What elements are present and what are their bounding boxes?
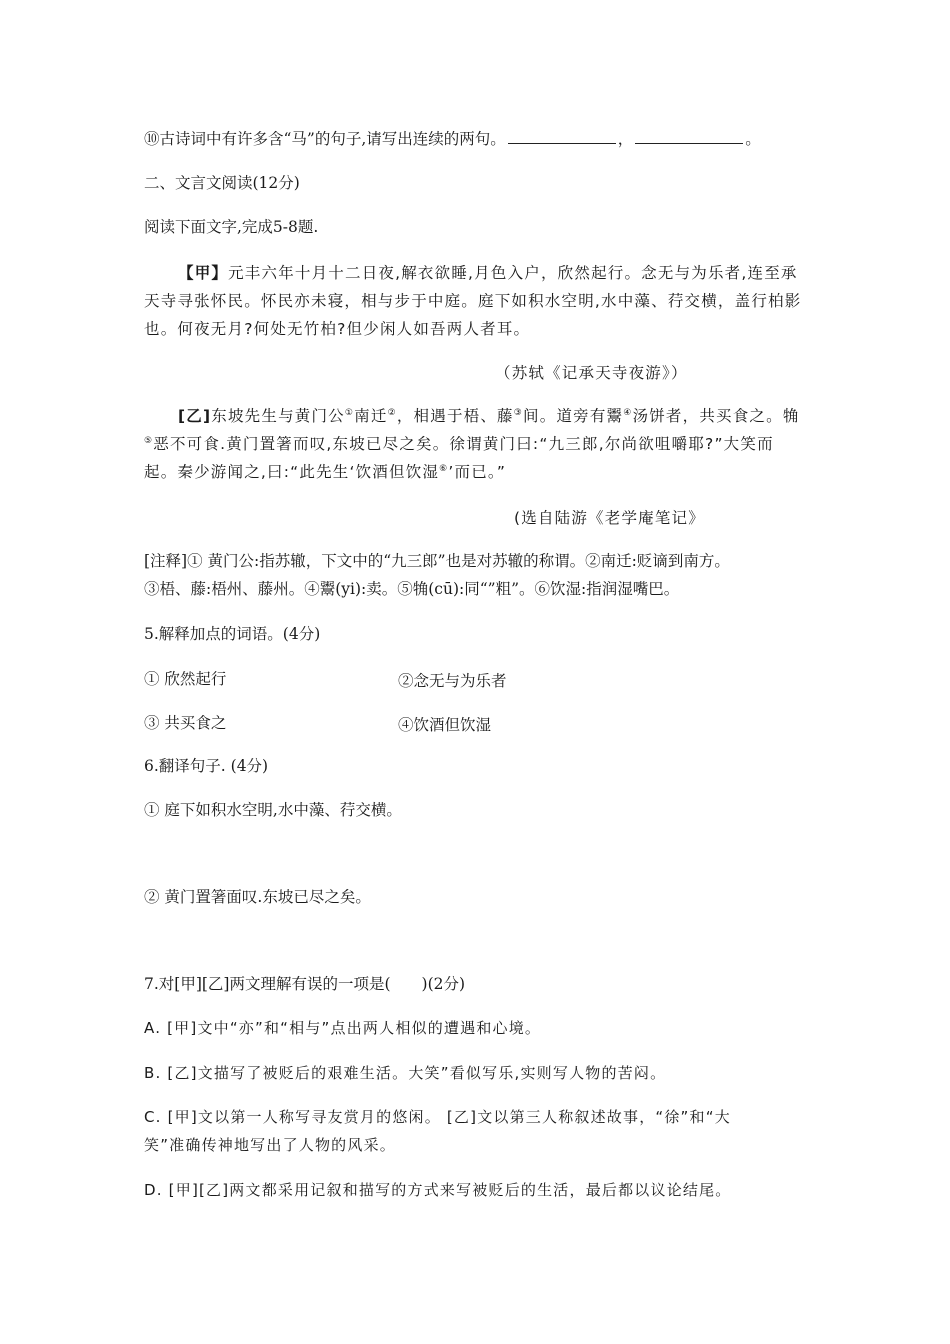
passage-yi-text-1b: 南迁 xyxy=(354,407,388,425)
note-marker-2: ② xyxy=(387,407,397,418)
note-marker-3: ③ xyxy=(513,407,524,418)
passage-yi-text-1c: ，相遇于梧、藤 xyxy=(396,407,514,425)
question-7-option-c-line-2: 笑”准确传神地写出了人物的风采。 xyxy=(144,1136,396,1154)
question-7-option-d: D. [甲][乙]两文都采用记叙和描写的方式来写被贬后的生活，最后都以议论结尾。 xyxy=(144,1181,732,1199)
passage-yi-text-1a: 东坡先生与黄门公 xyxy=(211,407,345,425)
question-5-item-2: ②念无与为乐者 xyxy=(398,672,507,690)
passage-yi-text-2: 恶不可食.黄门置箸而叹,东坡已尽之矣。徐谓黄门曰:“九三郎,尔尚欲咀嚼耶?”大笑而 xyxy=(153,435,774,453)
passage-jia-line-3: 也。何夜无月?何处无竹柏?但少闲人如吾两人者耳。 xyxy=(144,320,531,338)
question-10-end: 。 xyxy=(745,130,761,148)
notes-line-2: ③梧、藤:梧州、藤州。④鬻(yi):卖。⑤觕(cū):同“”粗”。⑥饮湿:指润湿嘴巴。 xyxy=(144,580,680,598)
passage-yi-line-3 xyxy=(144,462,506,482)
notes-line-1: [注释]① 黄门公:指苏辙，下文中的“九三郎”也是对苏辙的称谓。②南迁:贬谪到南方。 xyxy=(144,552,730,570)
answer-blank-1[interactable] xyxy=(508,129,616,144)
note-marker-6: ⑥ xyxy=(439,463,449,474)
question-7-title: 7.对[甲][乙]两文理解有误的一项是( )(2分) xyxy=(144,975,466,993)
section-2-title: 二、文言文阅读(12分) xyxy=(144,174,300,192)
question-5-item-4: ④饮酒但饮湿 xyxy=(398,716,492,734)
passage-yi-line-2 xyxy=(144,434,774,454)
note-marker-4: ④ xyxy=(623,407,633,418)
question-6-title: 6.翻译句子. (4分) xyxy=(144,757,269,775)
passage-jia-label: 【甲】 xyxy=(178,264,229,282)
answer-blank-2[interactable] xyxy=(635,129,743,144)
passage-yi-text-3a: 起。秦少游闻之,曰:“此先生‘饮酒但饮湿 xyxy=(144,463,440,481)
passage-yi-text-1e: 汤饼者，共买食之。觕 xyxy=(632,407,800,425)
passage-jia-line-1 xyxy=(178,263,798,283)
passage-yi-source: (选自陆游《老学庵笔记》 xyxy=(514,509,705,527)
passage-yi-text-1d: 间。道旁有鬻 xyxy=(523,407,624,425)
note-marker-1: ① xyxy=(344,407,355,418)
question-7-option-b: B. [乙]文描写了被贬后的艰难生活。大笑”看似写乐,实则写人物的苦闷。 xyxy=(144,1064,667,1082)
question-5-item-3: ③ 共买食之 xyxy=(144,714,227,732)
question-10-separator: ， xyxy=(617,130,634,148)
question-5-title: 5.解释加点的词语。(4分) xyxy=(144,625,321,643)
passage-jia-source: （苏轼《记承天寺夜游》） xyxy=(495,364,688,382)
passage-jia-line-2: 天寺寻张怀民。怀民亦未寝，相与步于中庭。庭下如积水空明,水中藻、荇交横，盖行柏影 xyxy=(144,292,802,310)
passage-yi-line-1 xyxy=(178,406,800,426)
section-2-instruction: 阅读下面文字,完成5-8题. xyxy=(144,218,319,236)
question-7-option-a: A. [甲]文中“亦”和“相与”点出两人相似的遭遇和心境。 xyxy=(144,1019,542,1037)
question-5-item-1: ① 欣然起行 xyxy=(144,670,227,688)
question-6-sentence-1: ① 庭下如积水空明,水中藻、荇交横。 xyxy=(144,801,402,819)
question-7-option-c-line-1: C. [甲]文以第一人称写寻友赏月的悠闲。 [乙]文以第三人称叙述故事，“徐”和“大 xyxy=(144,1108,731,1126)
passage-yi-label: [乙] xyxy=(178,407,212,425)
note-marker-5: ⑤ xyxy=(144,435,154,446)
question-10-text: ⑩古诗词中有许多含“马”的句子,请写出连续的两句。 xyxy=(144,130,506,148)
passage-jia-text-1: 元丰六年十月十二日夜,解衣欲睡,月色入户，欣然起行。念无与为乐者,连至承 xyxy=(228,264,798,282)
question-10 xyxy=(144,129,761,149)
question-6-sentence-2: ② 黄门置箸面叹.东坡已尽之矣。 xyxy=(144,888,371,906)
passage-yi-text-3b: ’而已。” xyxy=(448,463,507,481)
